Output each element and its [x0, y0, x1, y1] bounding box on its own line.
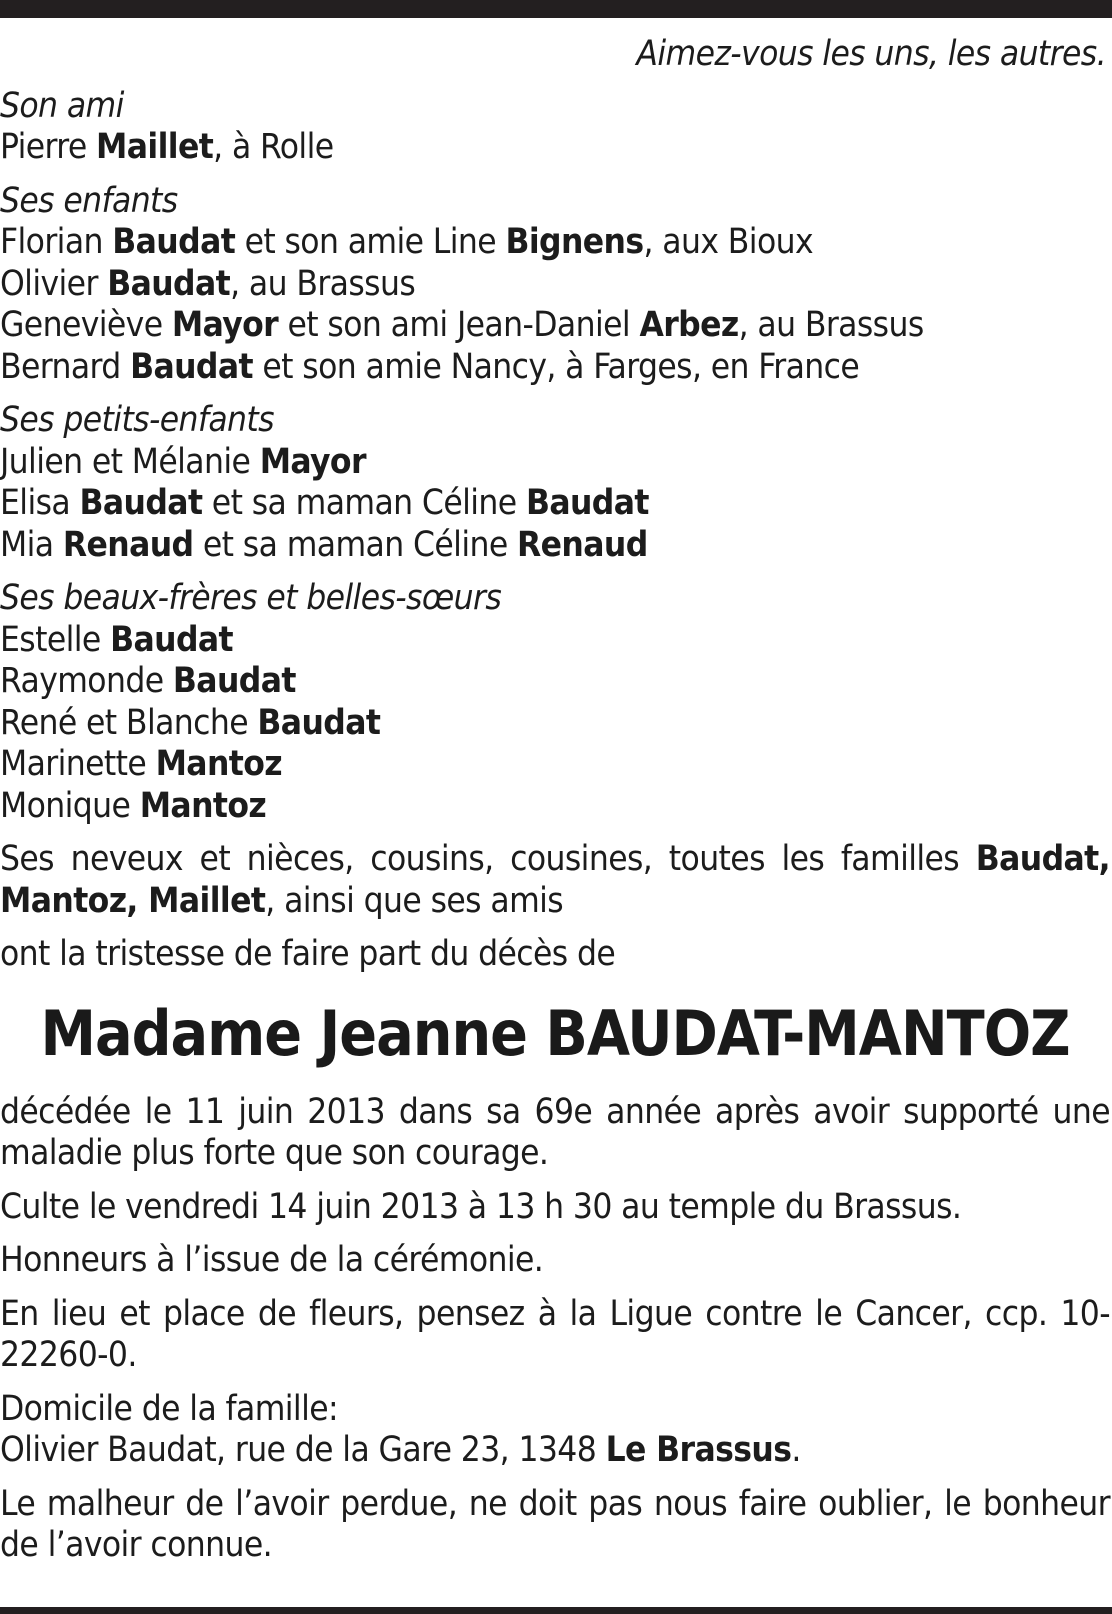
surname: Mayor — [171, 305, 279, 345]
surname: Arbez — [639, 305, 739, 345]
text-segment: Pierre — [0, 127, 97, 167]
surname: Renaud — [62, 524, 194, 565]
text-segment: , ainsi que ses amis — [265, 880, 564, 921]
service-info: Culte le vendredi 14 juin 2013 à 13 h 30 au temple du Brassus. — [0, 1186, 962, 1227]
name-line — [0, 744, 1110, 786]
text-segment: Ses neveux et nièces, cousins, cousines, toutes les familles — [0, 839, 976, 879]
text-segment: Elisa — [0, 483, 80, 523]
surname: Baudat — [79, 483, 203, 523]
name-line — [0, 442, 1110, 484]
text-segment: . — [791, 1430, 801, 1470]
name-line — [0, 786, 1110, 828]
group-title: Ses petits-enfants — [0, 400, 274, 440]
text-segment: et sa maman Céline — [202, 483, 526, 523]
name-line — [0, 525, 1110, 567]
obituary-notice — [0, 34, 1110, 1579]
relatives-paragraph — [0, 839, 1110, 922]
announcement: ont la tristesse de faire part du décès de — [0, 934, 616, 974]
group-lines — [0, 442, 1110, 567]
group-title: Ses enfants — [0, 180, 178, 221]
surname: Mayor — [259, 441, 366, 482]
text-segment: et son amie Line — [235, 222, 506, 262]
surname: Mantoz — [155, 744, 282, 784]
surname: Renaud — [517, 524, 648, 565]
surname: Baudat — [112, 222, 236, 262]
surname: Baudat — [130, 346, 253, 387]
group-inlaws — [0, 578, 1110, 827]
text-segment: Olivier — [0, 263, 108, 304]
name-line — [0, 305, 1110, 347]
top-border — [0, 0, 1112, 18]
domicile-label: Domicile de la famille: — [0, 1388, 339, 1429]
text-segment: Estelle — [0, 619, 111, 660]
surname: Maillet — [96, 127, 214, 167]
text-segment: et son amie Nancy, à Farges, en France — [252, 346, 860, 387]
text-segment: , à Rolle — [213, 127, 334, 167]
name-line — [0, 483, 1110, 525]
name-line — [0, 127, 1110, 169]
text-segment: et sa maman Céline — [193, 524, 518, 565]
group-title: Ses beaux-frères et belles-sœurs — [0, 578, 502, 618]
text-segment: Bernard — [0, 346, 131, 387]
surname: Baudat — [257, 702, 381, 743]
name-line — [0, 620, 1110, 662]
name-line — [0, 222, 1110, 264]
name-line — [0, 661, 1110, 703]
group-friend — [0, 86, 1110, 169]
text-segment: Geneviève — [0, 305, 172, 345]
group-children — [0, 181, 1110, 389]
surname: Baudat — [110, 619, 234, 660]
domicile — [0, 1389, 1110, 1472]
motto: Aimez-vous les uns, les autres. — [636, 34, 1106, 74]
surname: Baudat — [525, 483, 649, 523]
group-title: Son ami — [0, 85, 124, 126]
surname: Baudat — [172, 661, 296, 701]
surname: Bignens — [505, 222, 644, 262]
text-segment: Marinette — [0, 744, 156, 784]
text-segment: Raymonde — [0, 661, 173, 701]
surname: Le Brassus — [605, 1430, 792, 1470]
closing-quote: Le malheur de l’avoir perdue, ne doit pas nous faire oublier, le bonheur de l’avoir connue. — [0, 1483, 1110, 1565]
name-line — [0, 703, 1110, 745]
bottom-border — [0, 1607, 1112, 1614]
flowers-info: En lieu et place de fleurs, pensez à la Ligue contre le Cancer, ccp. 10-22260-0. — [0, 1293, 1110, 1375]
text-segment: Monique — [0, 785, 140, 826]
surname: Mantoz — [139, 785, 267, 826]
text-segment: , aux Bioux — [643, 222, 813, 262]
text-segment: , au Brassus — [738, 305, 924, 345]
text-segment: , au Brassus — [230, 263, 416, 304]
text-segment: Mia — [0, 524, 63, 565]
domicile-address — [0, 1430, 1110, 1472]
text-segment: Florian — [0, 222, 113, 262]
surname: Baudat, Mantoz, Maillet — [0, 839, 1110, 921]
text-segment: Julien et Mélanie — [0, 441, 260, 482]
group-lines — [0, 127, 1110, 169]
name-line — [0, 264, 1110, 306]
group-grandchildren — [0, 400, 1110, 566]
text-segment: et son ami Jean-Daniel — [278, 305, 640, 345]
text-segment: Olivier Baudat, rue de la Gare 23, 1348 — [0, 1430, 606, 1470]
surname: Baudat — [107, 263, 231, 304]
deceased-name: Madame Jeanne BAUDAT-MANTOZ — [40, 996, 1070, 1070]
group-lines — [0, 222, 1110, 388]
name-line — [0, 347, 1110, 389]
death-details: décédée le 11 juin 2013 dans sa 69e année après avoir supporté une maladie plus forte que son courage. — [0, 1091, 1110, 1173]
text-segment: René et Blanche — [0, 702, 258, 743]
honors-info: Honneurs à l’issue de la cérémonie. — [0, 1240, 544, 1280]
group-lines — [0, 620, 1110, 828]
